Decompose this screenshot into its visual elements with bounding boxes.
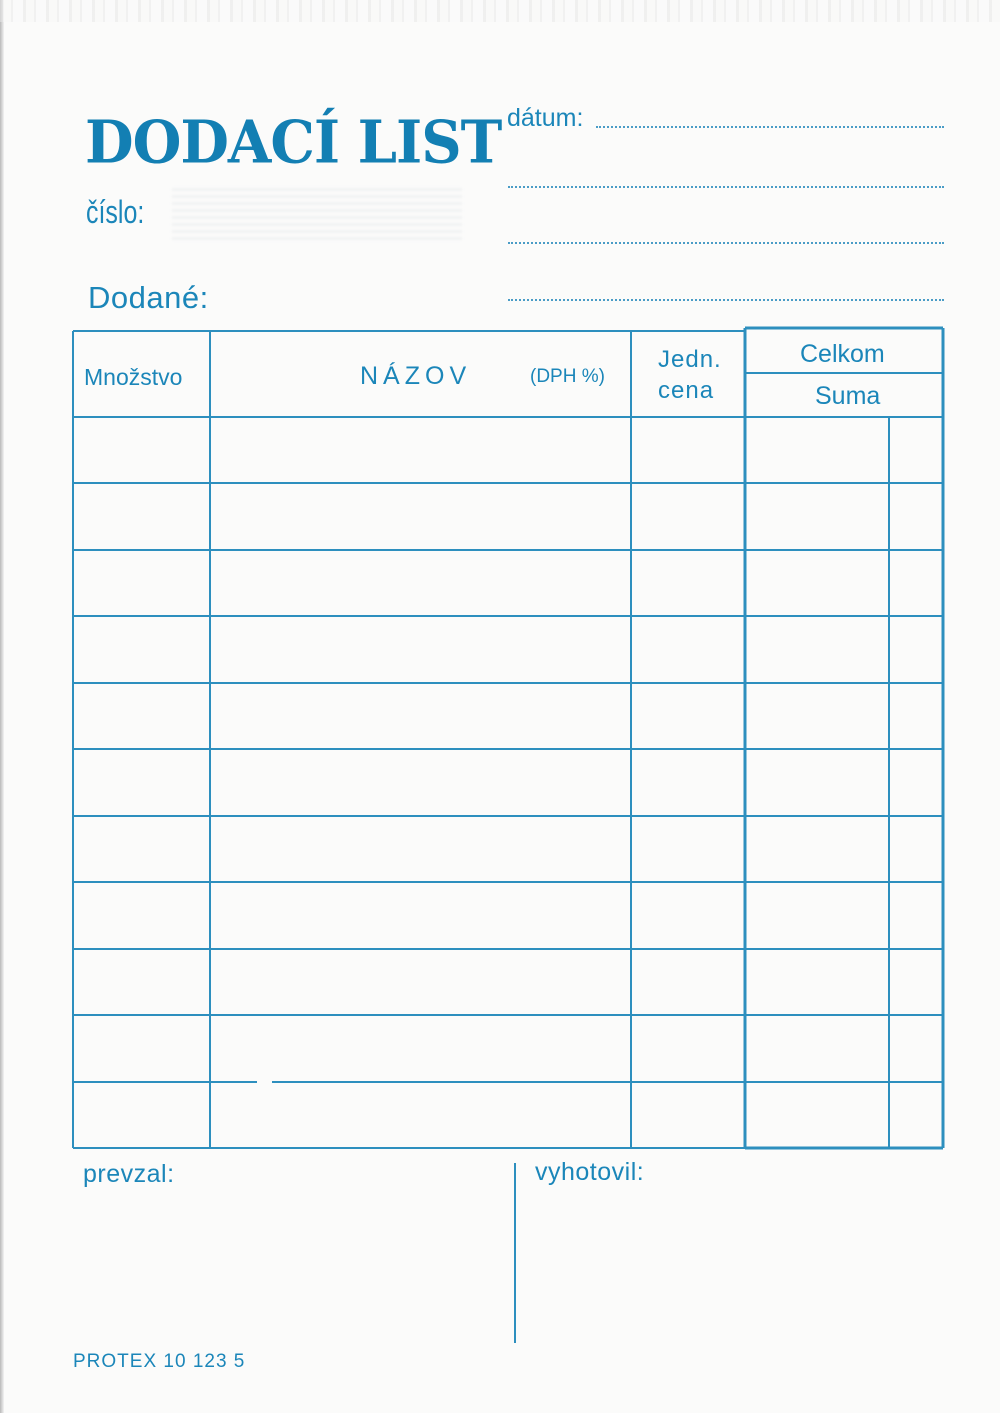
col-header-quantity: Množstvo [84, 364, 183, 390]
col-header-total-2: Suma [815, 382, 881, 410]
col-header-unit-price-2: cena [658, 377, 715, 404]
delivered-label: Dodané: [88, 280, 209, 315]
received-by-label: prevzal: [83, 1160, 175, 1188]
col-header-name: NÁZOV [360, 362, 472, 390]
col-header-unit-price-1: Jedn. [658, 346, 722, 373]
issued-by-label: vyhotovil: [535, 1158, 645, 1186]
form-code: PROTEX 10 123 5 [73, 1351, 246, 1372]
signature-divider [514, 1163, 516, 1343]
number-label: číslo: [86, 194, 145, 230]
document-title: DODACÍ LIST [85, 108, 502, 178]
date-label: dátum: [507, 104, 584, 132]
col-header-total-1: Celkom [800, 340, 885, 368]
col-header-vat: (DPH %) [530, 366, 605, 387]
